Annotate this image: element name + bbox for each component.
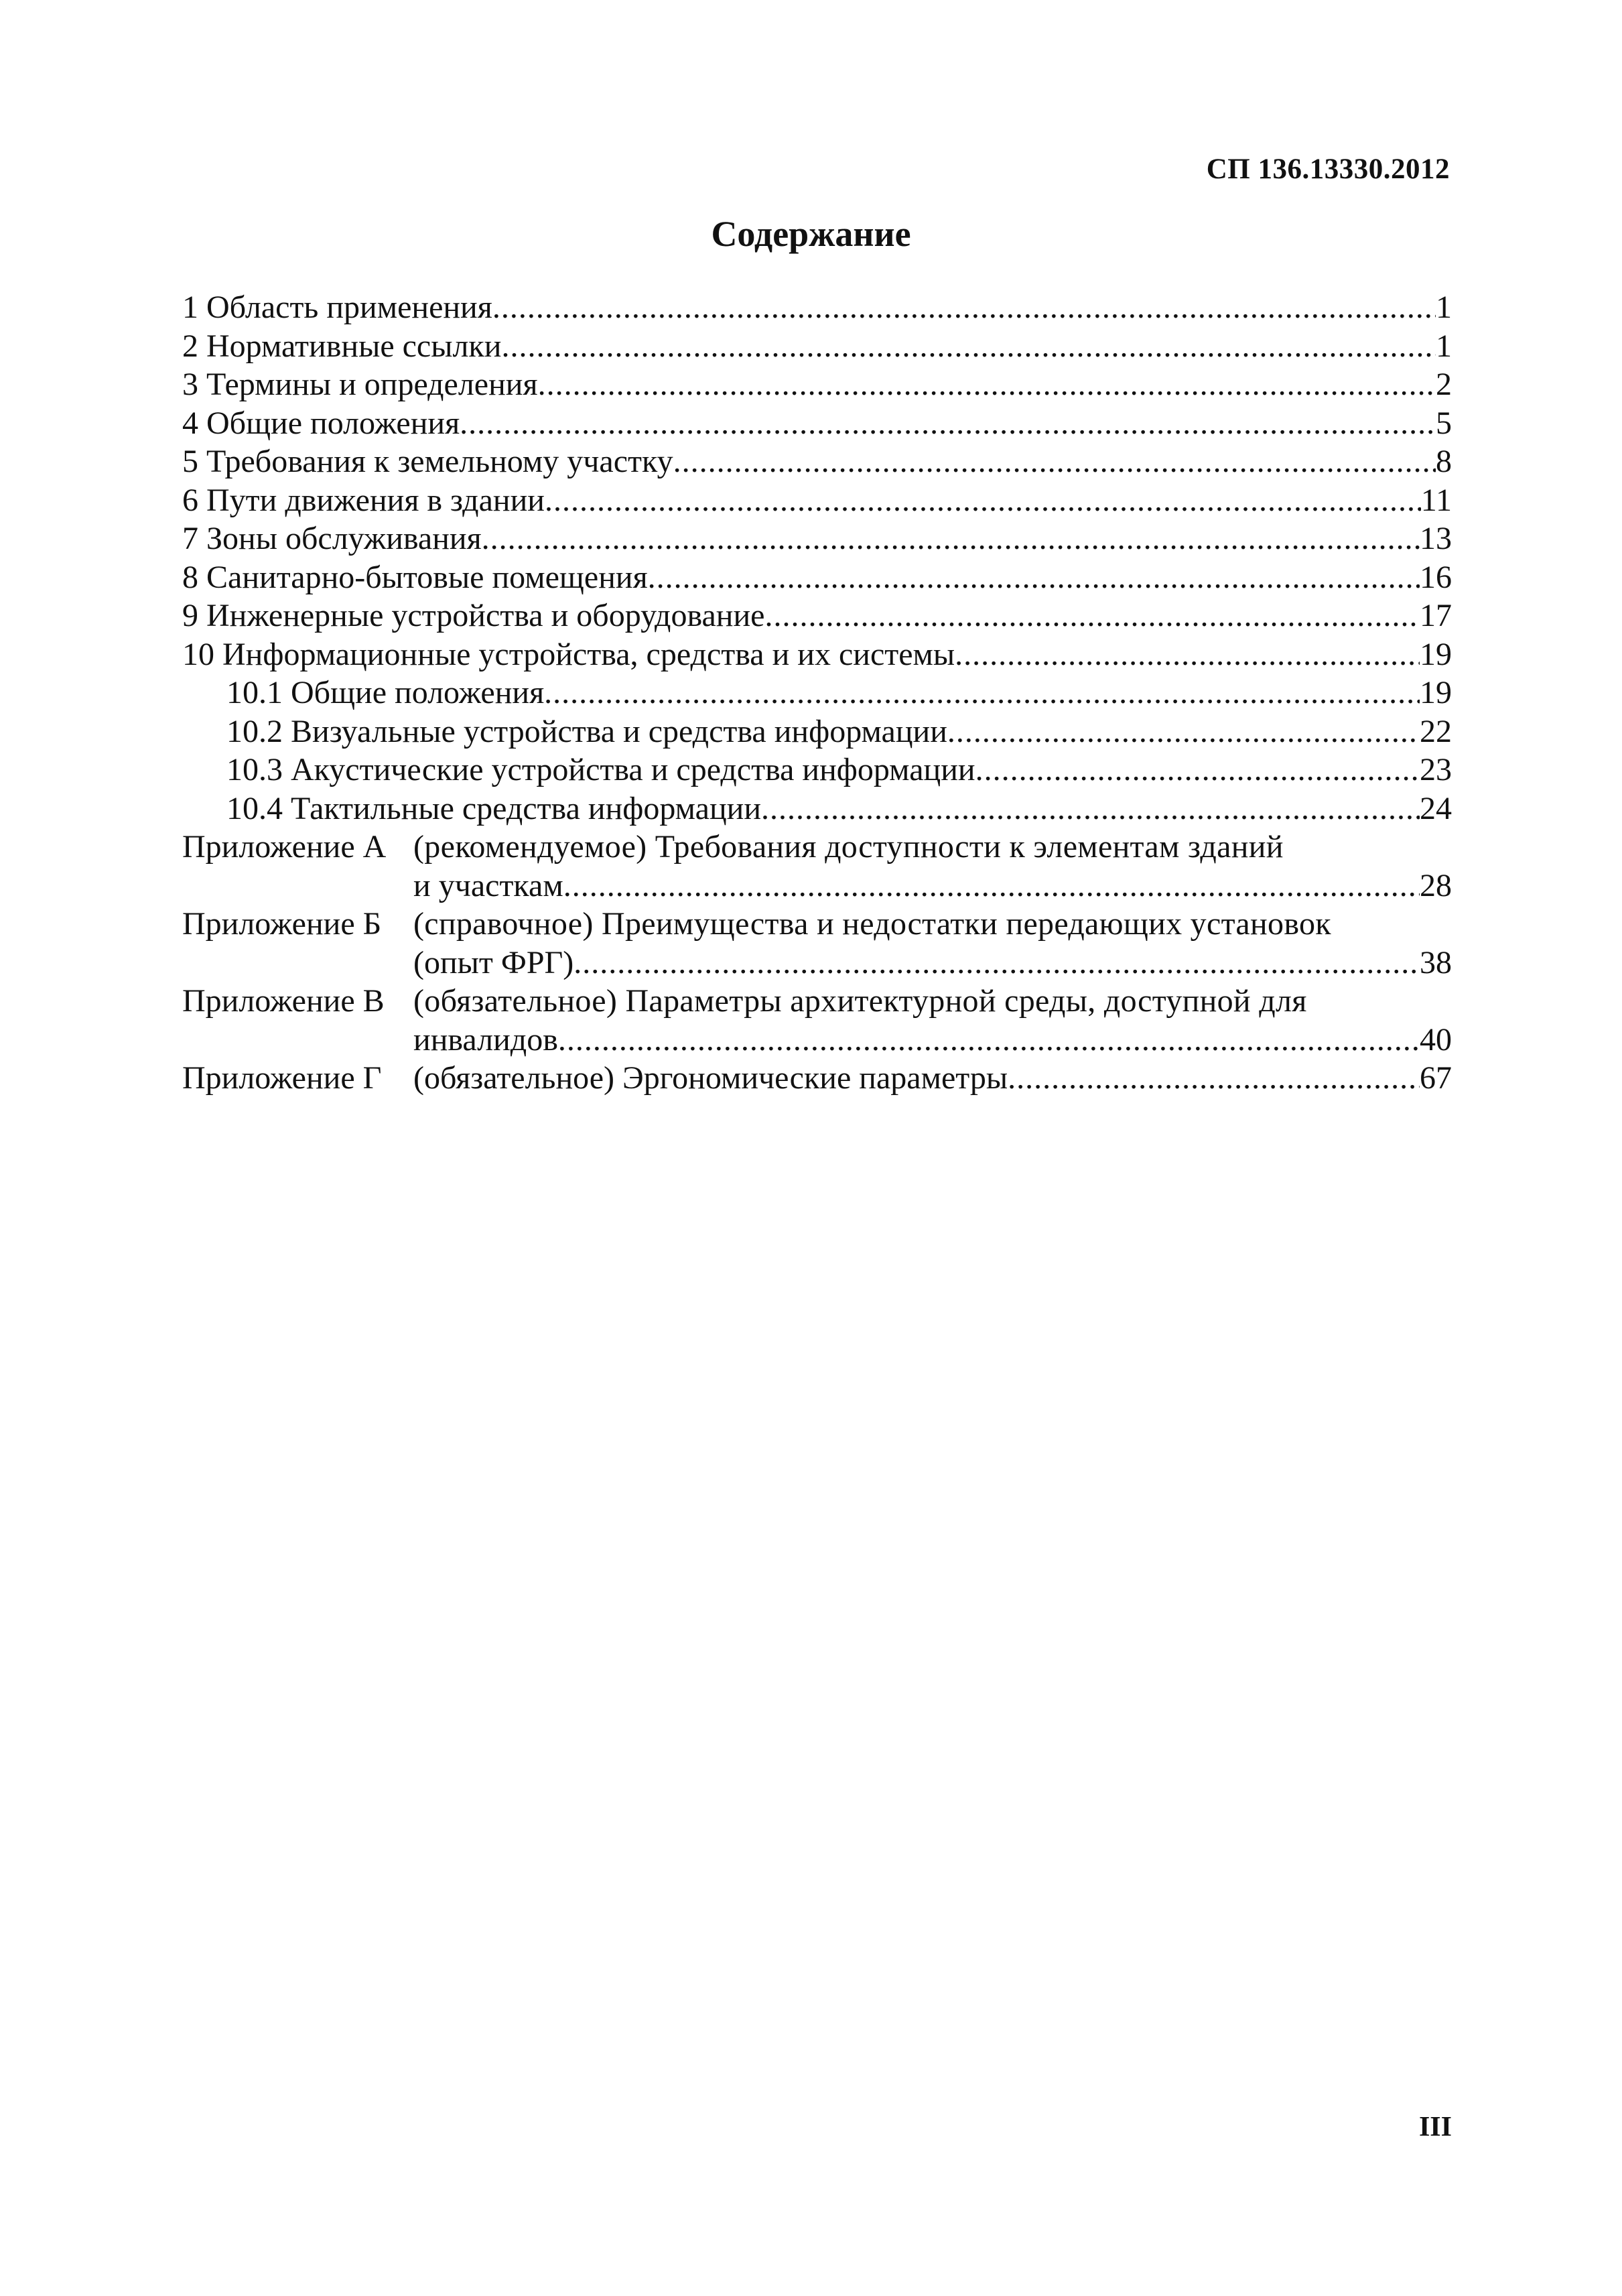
toc-entry-5[interactable] (182, 442, 1452, 481)
toc-appendix-g[interactable] (182, 1059, 1452, 1098)
toc-leader-dots (573, 944, 1420, 982)
toc-subentry-10-3[interactable] (182, 751, 1452, 789)
toc-title: Содержание (711, 214, 911, 254)
toc-entry-label: 6 Пути движения в здании (182, 482, 545, 518)
toc-leader-dots (975, 751, 1420, 789)
toc-appendix-a[interactable] (182, 828, 1452, 905)
toc-leader-dots (501, 327, 1436, 366)
appendix-title-line: (обязательное) Эргономические параметры (413, 1060, 1008, 1096)
toc-entry-page: 11 (1420, 482, 1452, 518)
toc-entry-page: 22 (1420, 713, 1452, 749)
toc-leader-dots (544, 674, 1420, 712)
toc-entry-8[interactable] (182, 558, 1452, 597)
toc-leader-dots (538, 365, 1436, 404)
toc-subentry-10-1[interactable] (182, 674, 1452, 712)
toc-entry-label: 4 Общие положения (182, 405, 460, 441)
toc-leader-dots (460, 404, 1436, 443)
toc-entry-page: 17 (1420, 598, 1452, 633)
toc-entry-page: 40 (1420, 1021, 1452, 1058)
toc-entry-page: 5 (1436, 405, 1452, 441)
appendix-label: Приложение А (182, 829, 387, 865)
toc-entry-page: 19 (1420, 636, 1452, 672)
appendix-title-continuation (413, 867, 1452, 905)
toc-entry-6[interactable] (182, 481, 1452, 520)
appendix-title-continuation (413, 944, 1452, 982)
toc-entry-page: 23 (1420, 752, 1452, 787)
toc-appendix-b[interactable] (182, 905, 1452, 982)
document-code: СП 136.13330.2012 (1206, 153, 1450, 185)
toc-leader-dots (947, 712, 1420, 751)
toc-subentry-10-2[interactable] (182, 712, 1452, 751)
appendix-body (413, 905, 1452, 982)
toc-leader-dots (1008, 1059, 1420, 1098)
table-of-contents (182, 288, 1452, 1098)
appendix-body (413, 982, 1452, 1059)
toc-leader-dots (545, 481, 1421, 520)
toc-appendix-v[interactable] (182, 982, 1452, 1059)
toc-leader-dots (761, 789, 1420, 828)
toc-entry-label: 8 Санитарно-бытовые помещения (182, 559, 648, 595)
toc-entry-page: 28 (1420, 867, 1452, 903)
appendix-label: Приложение В (182, 983, 385, 1019)
appendix-title-line: (рекомендуемое) Требования доступности к элементам зданий (413, 829, 1284, 865)
toc-entry-10[interactable] (182, 635, 1452, 674)
toc-entry-2[interactable] (182, 327, 1452, 366)
appendix-label: Приложение Б (182, 906, 382, 942)
appendix-label: Приложение Г (182, 1060, 382, 1096)
page-number: III (1418, 2112, 1452, 2143)
toc-subentry-10-4[interactable] (182, 789, 1452, 828)
appendix-title-continuation (413, 1021, 1452, 1060)
toc-entry-label: 7 Зоны обслуживания (182, 521, 482, 556)
toc-entry-page: 16 (1420, 559, 1452, 595)
toc-entry-1[interactable] (182, 288, 1452, 327)
toc-entry-label: 9 Инженерные устройства и оборудование (182, 598, 765, 633)
toc-entry-3[interactable] (182, 365, 1452, 404)
appendix-title-line: (опыт ФРГ) (413, 944, 574, 980)
appendix-body (413, 828, 1452, 905)
toc-entry-9[interactable] (182, 596, 1452, 635)
toc-entry-label: 10.3 Акустические устройства и средства информации (226, 752, 975, 787)
toc-entry-page: 1 (1436, 328, 1452, 364)
toc-entry-label: 3 Термины и определения (182, 367, 538, 402)
toc-entry-label: 5 Требования к земельному участку (182, 444, 673, 479)
toc-entry-label: 2 Нормативные ссылки (182, 328, 502, 364)
toc-leader-dots (563, 867, 1420, 905)
toc-entry-page: 8 (1436, 444, 1452, 479)
toc-entry-page: 67 (1420, 1060, 1452, 1096)
appendix-body (413, 1059, 1452, 1098)
toc-entry-page: 19 (1420, 675, 1452, 710)
appendix-title-line: (обязательное) Параметры архитектурной среды, доступной для (413, 983, 1307, 1019)
toc-entry-page: 38 (1420, 944, 1452, 980)
toc-leader-dots (673, 442, 1436, 481)
toc-leader-dots (492, 288, 1436, 327)
toc-entry-label: 10.4 Тактильные средства информации (226, 790, 762, 826)
toc-entry-page: 2 (1436, 367, 1452, 402)
toc-leader-dots (955, 635, 1420, 674)
appendix-title-line: инвалидов (413, 1021, 558, 1058)
toc-entry-page: 1 (1436, 290, 1452, 325)
appendix-title-continuation (413, 1059, 1452, 1098)
toc-entry-label: 10.1 Общие положения (226, 675, 545, 710)
toc-entry-4[interactable] (182, 404, 1452, 443)
toc-entry-page: 24 (1420, 790, 1452, 826)
toc-entry-label: 10.2 Визуальные устройства и средства информации (226, 713, 947, 749)
appendix-title-line: (справочное) Преимущества и недостатки передающих установок (413, 906, 1331, 942)
toc-entry-7[interactable] (182, 519, 1452, 558)
toc-entry-label: 10 Информационные устройства, средства и их системы (182, 636, 955, 672)
toc-leader-dots (558, 1021, 1420, 1060)
toc-leader-dots (648, 558, 1420, 597)
toc-leader-dots (482, 519, 1420, 558)
toc-entry-page: 13 (1420, 521, 1452, 556)
toc-entry-label: 1 Область применения (182, 290, 492, 325)
toc-leader-dots (764, 596, 1420, 635)
appendix-title-line: и участкам (413, 867, 563, 903)
